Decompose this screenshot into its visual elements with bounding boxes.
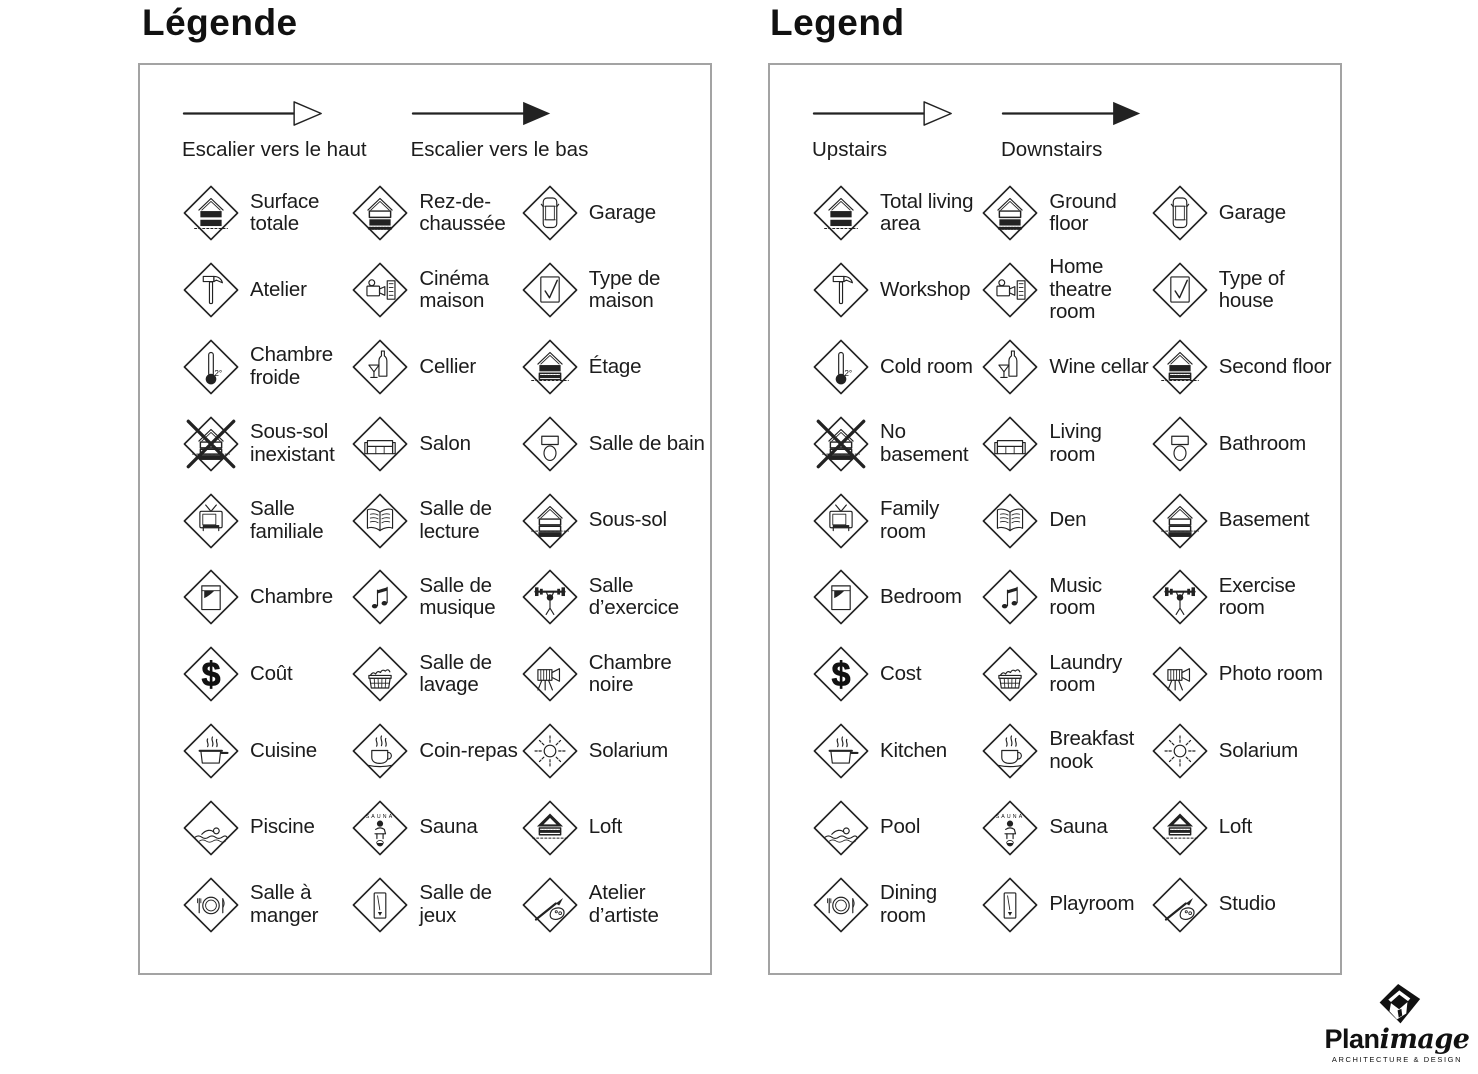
legend-item-label: Salle de jeux	[419, 881, 492, 927]
legend-item	[351, 338, 520, 396]
legend-item-label: Wine cellar	[1049, 354, 1149, 378]
legend-item	[182, 876, 351, 934]
planimage-wordmark	[1322, 1026, 1472, 1053]
legend-item	[981, 876, 1150, 934]
basement-icon	[521, 492, 579, 550]
legend-item	[1151, 261, 1336, 319]
legend-item	[182, 492, 351, 550]
garage-icon	[1151, 184, 1209, 242]
legend-item	[981, 722, 1150, 780]
legend-item	[351, 184, 520, 242]
legend-item	[521, 261, 706, 319]
legend-item	[521, 568, 706, 626]
playroom-icon	[981, 876, 1039, 934]
legend-item-label: Family room	[880, 497, 940, 543]
legend-item-label: Piscine	[250, 815, 315, 839]
solarium-icon	[521, 722, 579, 780]
photo-room-icon	[521, 645, 579, 703]
downstairs-arrow-icon	[1001, 98, 1146, 129]
legend-item-label: Ground floor	[1049, 189, 1117, 236]
second-floor-icon	[521, 338, 579, 396]
exercise-room-icon	[521, 568, 579, 626]
legend-item-label: Dining room	[880, 881, 937, 927]
legend-item	[1151, 415, 1336, 473]
den-icon	[351, 492, 409, 550]
family-room-icon	[812, 492, 870, 550]
legend-item	[812, 261, 981, 319]
ground-floor-icon	[981, 184, 1039, 242]
dining-room-icon	[812, 876, 870, 934]
legend-row	[812, 789, 1336, 866]
ground-floor-icon	[351, 184, 409, 242]
legend-row	[812, 405, 1336, 482]
playroom-icon	[351, 876, 409, 934]
legend-item	[812, 184, 981, 242]
stair-up	[182, 98, 367, 162]
legend-row	[182, 789, 706, 866]
legend-item	[981, 415, 1150, 473]
legend-item-label: Rez-de-chaussée	[419, 189, 506, 236]
legend-item-label: Salle de bain	[588, 431, 705, 455]
downstairs-arrow-icon	[411, 98, 556, 129]
legend-item	[812, 415, 981, 473]
legend-row	[182, 252, 706, 329]
legend-item-label: Cold room	[880, 354, 973, 378]
dining-room-icon	[182, 876, 240, 934]
legend-item	[981, 184, 1150, 242]
legend-item-label: Atelier	[250, 277, 307, 301]
legend-item	[812, 722, 981, 780]
legend-item-label: Salle de musique	[419, 573, 496, 620]
legend-item-label: Chambre	[250, 585, 333, 609]
legend-item-label: Sous-sol inexistant	[250, 420, 335, 466]
legend-item	[1151, 568, 1336, 626]
legend-row	[182, 713, 706, 790]
legend-item-label: Cellier	[419, 354, 477, 378]
legend-row	[812, 252, 1336, 329]
legend-row	[812, 636, 1336, 713]
legend-item-label: Sauna	[419, 815, 478, 839]
legend-item	[182, 568, 351, 626]
legend-row	[812, 559, 1336, 636]
legend-item	[812, 568, 981, 626]
legend-row	[812, 329, 1336, 406]
stair-up	[812, 98, 957, 162]
pool-icon	[812, 799, 870, 857]
legend-item-label: Home theatre room	[1049, 255, 1112, 324]
cold-room-icon	[182, 338, 240, 396]
planimage-logo	[1322, 984, 1472, 1064]
legend-item-label: Étage	[588, 354, 642, 378]
legend-row	[182, 175, 706, 252]
legend-item-label: Basement	[1218, 508, 1310, 532]
legend-item-label: Salle de lavage	[419, 650, 492, 697]
home-theatre-icon	[981, 261, 1039, 319]
solarium-icon	[1151, 722, 1209, 780]
legend-item-label: Sauna	[1049, 815, 1108, 839]
breakfast-nook-icon	[351, 722, 409, 780]
legend-item-label: Music room	[1049, 573, 1102, 620]
legend-title-en: Legend	[770, 2, 905, 43]
studio-icon	[1151, 876, 1209, 934]
legend-item-label: Salon	[419, 431, 471, 455]
legend-item	[351, 492, 520, 550]
legend-item-label: Type of house	[1218, 266, 1285, 313]
legend-grid-fr	[182, 175, 706, 943]
legend-item-label: Total living area	[880, 189, 974, 236]
legend-item	[182, 415, 351, 473]
legend-item-label: Photo room	[1218, 661, 1323, 685]
legend-item-label: Salle d’exercice	[588, 573, 680, 620]
legend-item-label: Workshop	[880, 277, 971, 301]
legend-row	[182, 329, 706, 406]
legend-item	[351, 415, 520, 473]
legend-item	[1151, 799, 1336, 857]
legend-item-label: Surface totale	[250, 189, 320, 236]
studio-icon	[521, 876, 579, 934]
den-icon	[981, 492, 1039, 550]
legend-item	[981, 256, 1150, 324]
legend-item	[351, 876, 520, 934]
legend-panel-en	[768, 63, 1342, 975]
music-room-icon	[981, 568, 1039, 626]
bathroom-icon	[1151, 415, 1209, 473]
legend-item-label: Loft	[588, 815, 623, 839]
legend-item	[812, 799, 981, 857]
legend-item	[182, 261, 351, 319]
bedroom-icon	[812, 568, 870, 626]
legend-item-label: Kitchen	[880, 738, 947, 762]
family-room-icon	[182, 492, 240, 550]
total-living-area-icon	[812, 184, 870, 242]
legend-item-label: Salle à manger	[250, 881, 319, 927]
sauna-icon	[981, 799, 1039, 857]
legend-row	[182, 559, 706, 636]
stair-down	[1001, 98, 1146, 162]
legend-item-label: Cuisine	[250, 738, 317, 762]
legend-panel-fr	[138, 63, 712, 975]
legend-item-label: No basement	[880, 420, 969, 466]
legend-item	[1151, 184, 1336, 242]
wine-cellar-icon	[351, 338, 409, 396]
loft-icon	[521, 799, 579, 857]
legend-item	[182, 184, 351, 242]
upstairs-arrow-icon	[182, 98, 327, 129]
legend-item-label: Living room	[1049, 420, 1102, 466]
stairs-legend	[812, 98, 1146, 162]
wine-cellar-icon	[981, 338, 1039, 396]
legend-item	[521, 415, 706, 473]
legend-item-label: Bathroom	[1218, 431, 1306, 455]
legend-item-label: Cinéma maison	[419, 266, 489, 313]
planimage-logo-icon	[1371, 984, 1423, 1028]
cost-icon	[182, 645, 240, 703]
legend-item	[351, 261, 520, 319]
legend-row	[812, 713, 1336, 790]
legend-row	[182, 405, 706, 482]
photo-room-icon	[1151, 645, 1209, 703]
stairs-legend	[182, 98, 588, 162]
legend-item-label: Studio	[1218, 892, 1276, 916]
legend-item	[1151, 722, 1336, 780]
legend-item-label: Pool	[880, 815, 921, 839]
legend-row	[812, 866, 1336, 943]
total-living-area-icon	[182, 184, 240, 242]
legend-item-label: Atelier d’artiste	[588, 881, 659, 927]
legend-item	[1151, 645, 1336, 703]
legend-item-label: Salle familiale	[250, 497, 324, 543]
planimage-tagline: ARCHITECTURE & DESIGN	[1331, 1055, 1463, 1064]
legend-item	[351, 799, 520, 857]
legend-item-label: Garage	[1218, 201, 1286, 225]
legend-item-label: Coût	[250, 661, 293, 685]
legend-item	[182, 799, 351, 857]
legend-item	[1151, 492, 1336, 550]
legend-title-fr: Légende	[142, 2, 298, 43]
legend-row	[182, 866, 706, 943]
legend-row	[812, 482, 1336, 559]
no-basement-icon	[812, 415, 870, 473]
legend-item	[182, 645, 351, 703]
music-room-icon	[351, 568, 409, 626]
legend-row	[182, 482, 706, 559]
pool-icon	[182, 799, 240, 857]
second-floor-icon	[1151, 338, 1209, 396]
laundry-room-icon	[351, 645, 409, 703]
stair-down-label: Escalier vers le bas	[410, 138, 589, 161]
planimage-wordmark-bold: Plan	[1324, 1024, 1380, 1054]
legend-item	[351, 722, 520, 780]
legend-grid-en	[812, 175, 1336, 943]
legend-item	[981, 338, 1150, 396]
legend-item-label: Cost	[880, 661, 922, 685]
legend-item	[521, 645, 706, 703]
legend-item	[351, 568, 520, 626]
legend-item-label: Breakfast nook	[1049, 727, 1135, 773]
legend-item-label: Sous-sol	[588, 508, 667, 532]
living-room-icon	[351, 415, 409, 473]
legend-row	[182, 636, 706, 713]
sauna-icon	[351, 799, 409, 857]
legend-item-label: Second floor	[1218, 354, 1332, 378]
basement-icon	[1151, 492, 1209, 550]
legend-item-label: Solarium	[1218, 738, 1299, 762]
stair-up-label: Upstairs	[812, 138, 888, 161]
legend-row	[812, 175, 1336, 252]
legend-item	[812, 338, 981, 396]
legend-item	[521, 184, 706, 242]
legend-item	[981, 645, 1150, 703]
stair-up-label: Escalier vers le haut	[182, 138, 367, 161]
legend-item	[1151, 876, 1336, 934]
legend-item-label: Den	[1049, 508, 1087, 532]
legend-item	[981, 492, 1150, 550]
workshop-icon	[812, 261, 870, 319]
legend-item	[351, 645, 520, 703]
legend-item-label: Solarium	[588, 738, 669, 762]
legend-item	[1151, 338, 1336, 396]
legend-item-label: Garage	[588, 201, 656, 225]
legend-item	[521, 722, 706, 780]
legend-item	[981, 568, 1150, 626]
legend-item	[812, 645, 981, 703]
laundry-room-icon	[981, 645, 1039, 703]
bedroom-icon	[182, 568, 240, 626]
home-theatre-icon	[351, 261, 409, 319]
legend-item-label: Loft	[1218, 815, 1253, 839]
planimage-wordmark-italic: image	[1379, 1024, 1470, 1055]
legend-item-label: Playroom	[1049, 892, 1135, 916]
legend-item	[521, 338, 706, 396]
legend-item	[812, 876, 981, 934]
legend-item-label: Coin-repas	[419, 738, 518, 762]
legend-item	[812, 492, 981, 550]
legend-item	[182, 722, 351, 780]
cold-room-icon	[812, 338, 870, 396]
legend-item-label: Bedroom	[880, 585, 962, 609]
living-room-icon	[981, 415, 1039, 473]
legend-item	[182, 338, 351, 396]
legend-item-label: Chambre noire	[588, 650, 672, 697]
breakfast-nook-icon	[981, 722, 1039, 780]
type-of-house-icon	[1151, 261, 1209, 319]
stair-down	[411, 98, 589, 162]
loft-icon	[1151, 799, 1209, 857]
workshop-icon	[182, 261, 240, 319]
legend-item	[521, 492, 706, 550]
kitchen-icon	[182, 722, 240, 780]
garage-icon	[521, 184, 579, 242]
legend-item-label: Type de maison	[588, 266, 661, 313]
legend-item-label: Laundry room	[1049, 650, 1123, 697]
bathroom-icon	[521, 415, 579, 473]
legend-item-label: Salle de lecture	[419, 497, 492, 543]
legend-item-label: Chambre froide	[250, 343, 333, 389]
exercise-room-icon	[1151, 568, 1209, 626]
upstairs-arrow-icon	[812, 98, 957, 129]
legend-item	[521, 799, 706, 857]
legend-item	[981, 799, 1150, 857]
legend-item-label: Exercise room	[1218, 573, 1296, 620]
stair-down-label: Downstairs	[1001, 138, 1103, 161]
kitchen-icon	[812, 722, 870, 780]
type-of-house-icon	[521, 261, 579, 319]
cost-icon	[812, 645, 870, 703]
no-basement-icon	[182, 415, 240, 473]
legend-item	[521, 876, 706, 934]
